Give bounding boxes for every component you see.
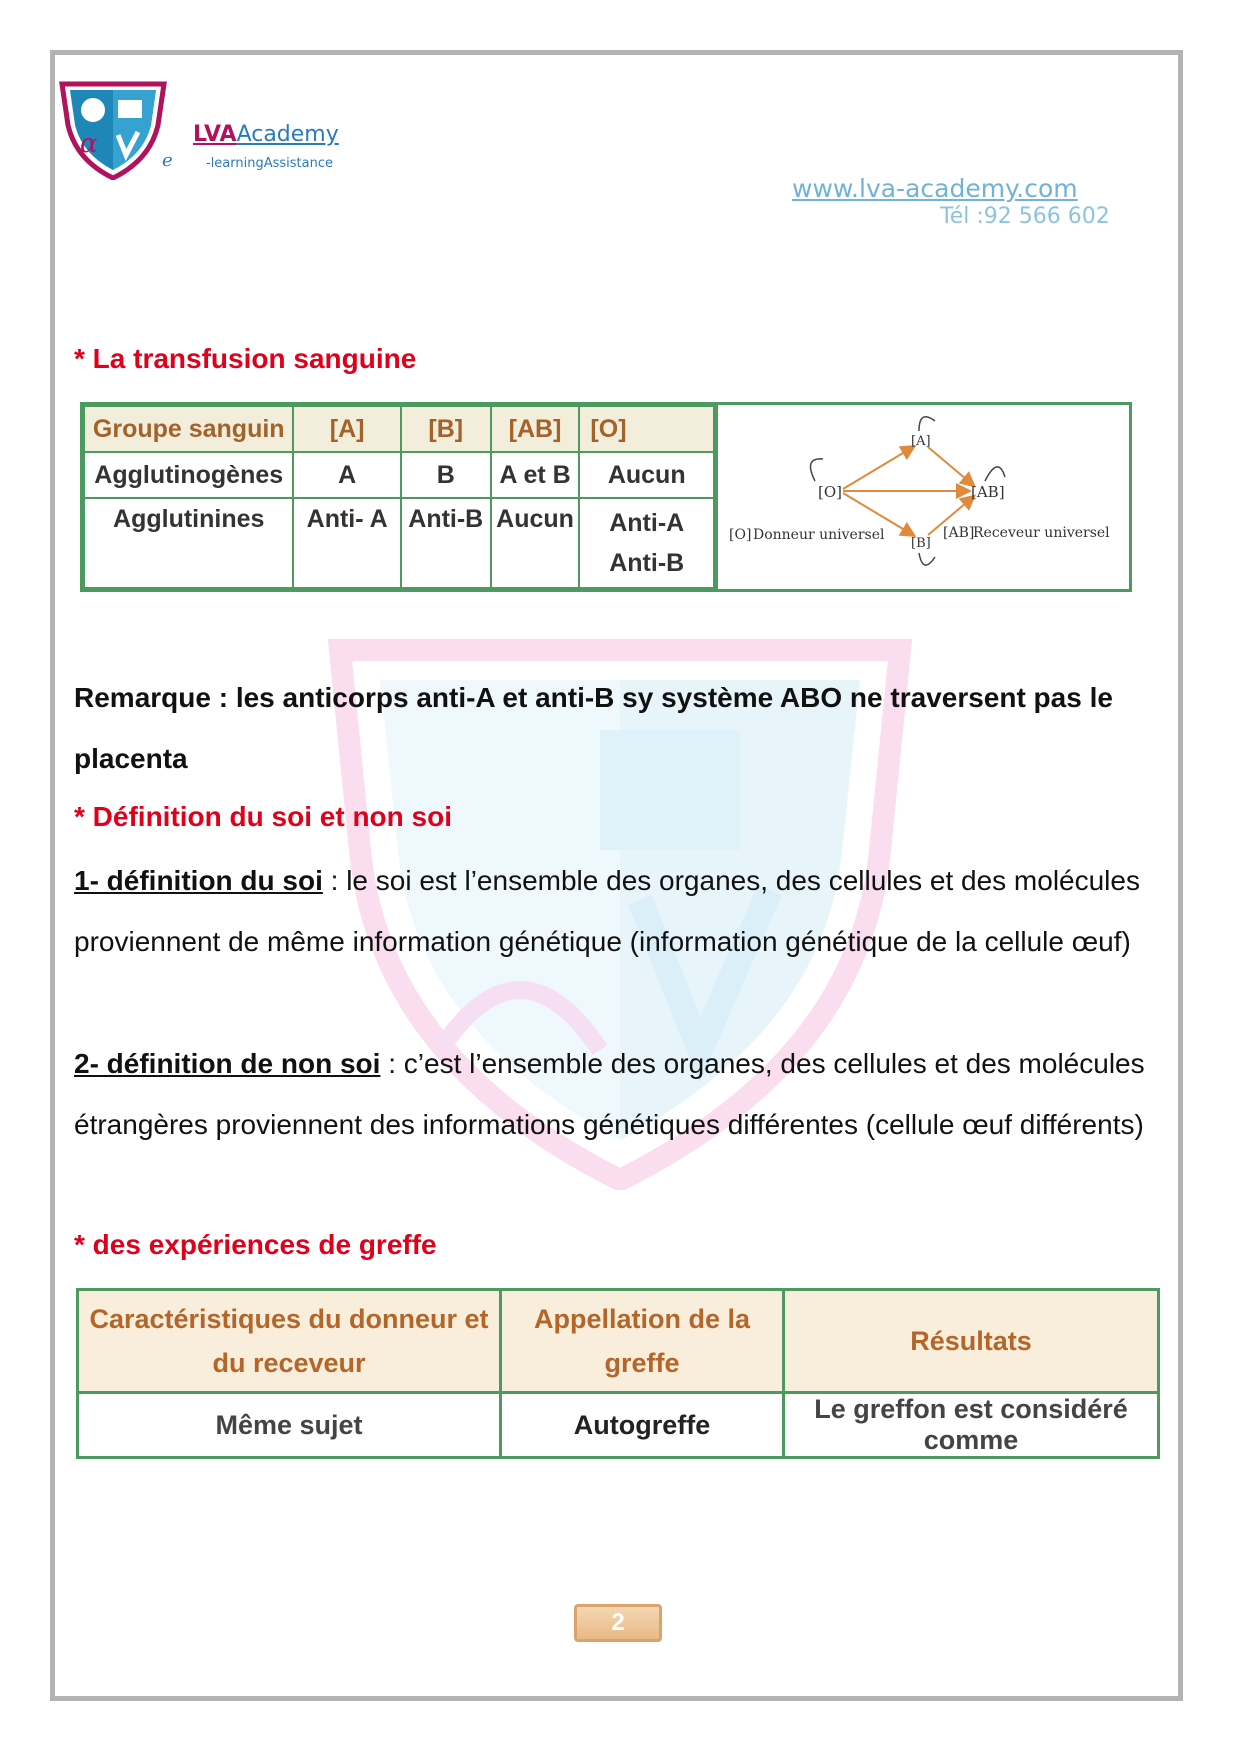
svg-text:α: α <box>80 129 98 159</box>
agglutinine-anti-b: Anti-B <box>609 549 685 577</box>
table-cell: Aucun <box>579 452 714 498</box>
transfusion-diagram <box>723 407 1129 587</box>
definition-soi-label: 1- définition du soi <box>74 865 323 896</box>
definition-soi-paragraph <box>74 850 1164 972</box>
table-divider <box>715 405 718 589</box>
table-cell: [O] <box>579 406 714 452</box>
definition-non-soi-paragraph <box>74 1033 1164 1155</box>
definition-non-soi-text: : c’est l’ensemble des organes, des cellules et des molécules étrangères proviennent des informations génétiques différentes (cellule œuf différents) <box>74 1048 1145 1140</box>
label-receveur-group: [AB] <box>943 525 975 541</box>
node-b: [B] <box>911 536 931 551</box>
table-cell: Groupe sanguin <box>84 406 293 452</box>
lva-academy-logo-icon <box>58 80 168 180</box>
table-cell: Aucun <box>491 498 580 588</box>
section-title-greffe: * des expériences de greffe <box>74 1229 437 1260</box>
label-donneur-group: [O] <box>729 527 752 543</box>
section-title-soi: * Définition du soi et non soi <box>74 801 452 832</box>
brand-tagline: -learningAssistance <box>206 156 333 171</box>
page-number: 2 <box>574 1604 662 1642</box>
label-donneur-universel: Donneur universel <box>753 527 885 543</box>
greffe-table <box>76 1288 1160 1459</box>
table-cell: Anti-B <box>401 498 491 588</box>
remarque-paragraph: Remarque : les anticorps anti-A et anti-B sy système ABO ne traversent pas le placenta <box>74 682 1113 774</box>
definition-non-soi-label: 2- définition de non soi <box>74 1048 381 1079</box>
node-a: [A] <box>911 434 931 449</box>
phone-number: Tél :92 566 602 <box>940 204 1110 229</box>
website-link[interactable]: www.lva-academy.com <box>792 174 1078 203</box>
table-cell: [AB] <box>491 406 580 452</box>
table-cell: Autogreffe <box>501 1393 784 1458</box>
table-header-cell: Caractéristiques du donneur et du receveur <box>78 1290 501 1393</box>
table-cell: A et B <box>491 452 580 498</box>
table-cell <box>579 498 714 588</box>
agglutinine-anti-a: Anti-A <box>609 509 685 537</box>
section-title-transfusion: * La transfusion sanguine <box>74 343 417 374</box>
brand-name: LVAAcademy <box>193 122 339 147</box>
brand-e-letter: e <box>162 150 173 171</box>
node-ab: [AB] <box>971 483 1005 501</box>
table-cell: [A] <box>293 406 400 452</box>
blood-group-table <box>80 402 1132 592</box>
table-header-cell: Résultats <box>784 1290 1159 1393</box>
table-cell: Le greffon est considéré comme <box>784 1393 1159 1458</box>
table-cell: A <box>293 452 400 498</box>
node-o: [O] <box>818 483 843 501</box>
table-cell: Agglutinines <box>84 498 293 588</box>
table-cell: Agglutinogènes <box>84 452 293 498</box>
definition-soi-text: : le soi est l’ensemble des organes, des cellules et des molécules proviennent de même information génétique (information génétique de la cellule œuf) <box>74 865 1140 957</box>
table-header-cell: Appellation de la greffe <box>501 1290 784 1393</box>
table-cell: Même sujet <box>78 1393 501 1458</box>
label-receveur-universel: Receveur universel <box>973 525 1110 541</box>
table-cell: B <box>401 452 491 498</box>
table-cell: Anti- A <box>293 498 400 588</box>
table-cell: [B] <box>401 406 491 452</box>
